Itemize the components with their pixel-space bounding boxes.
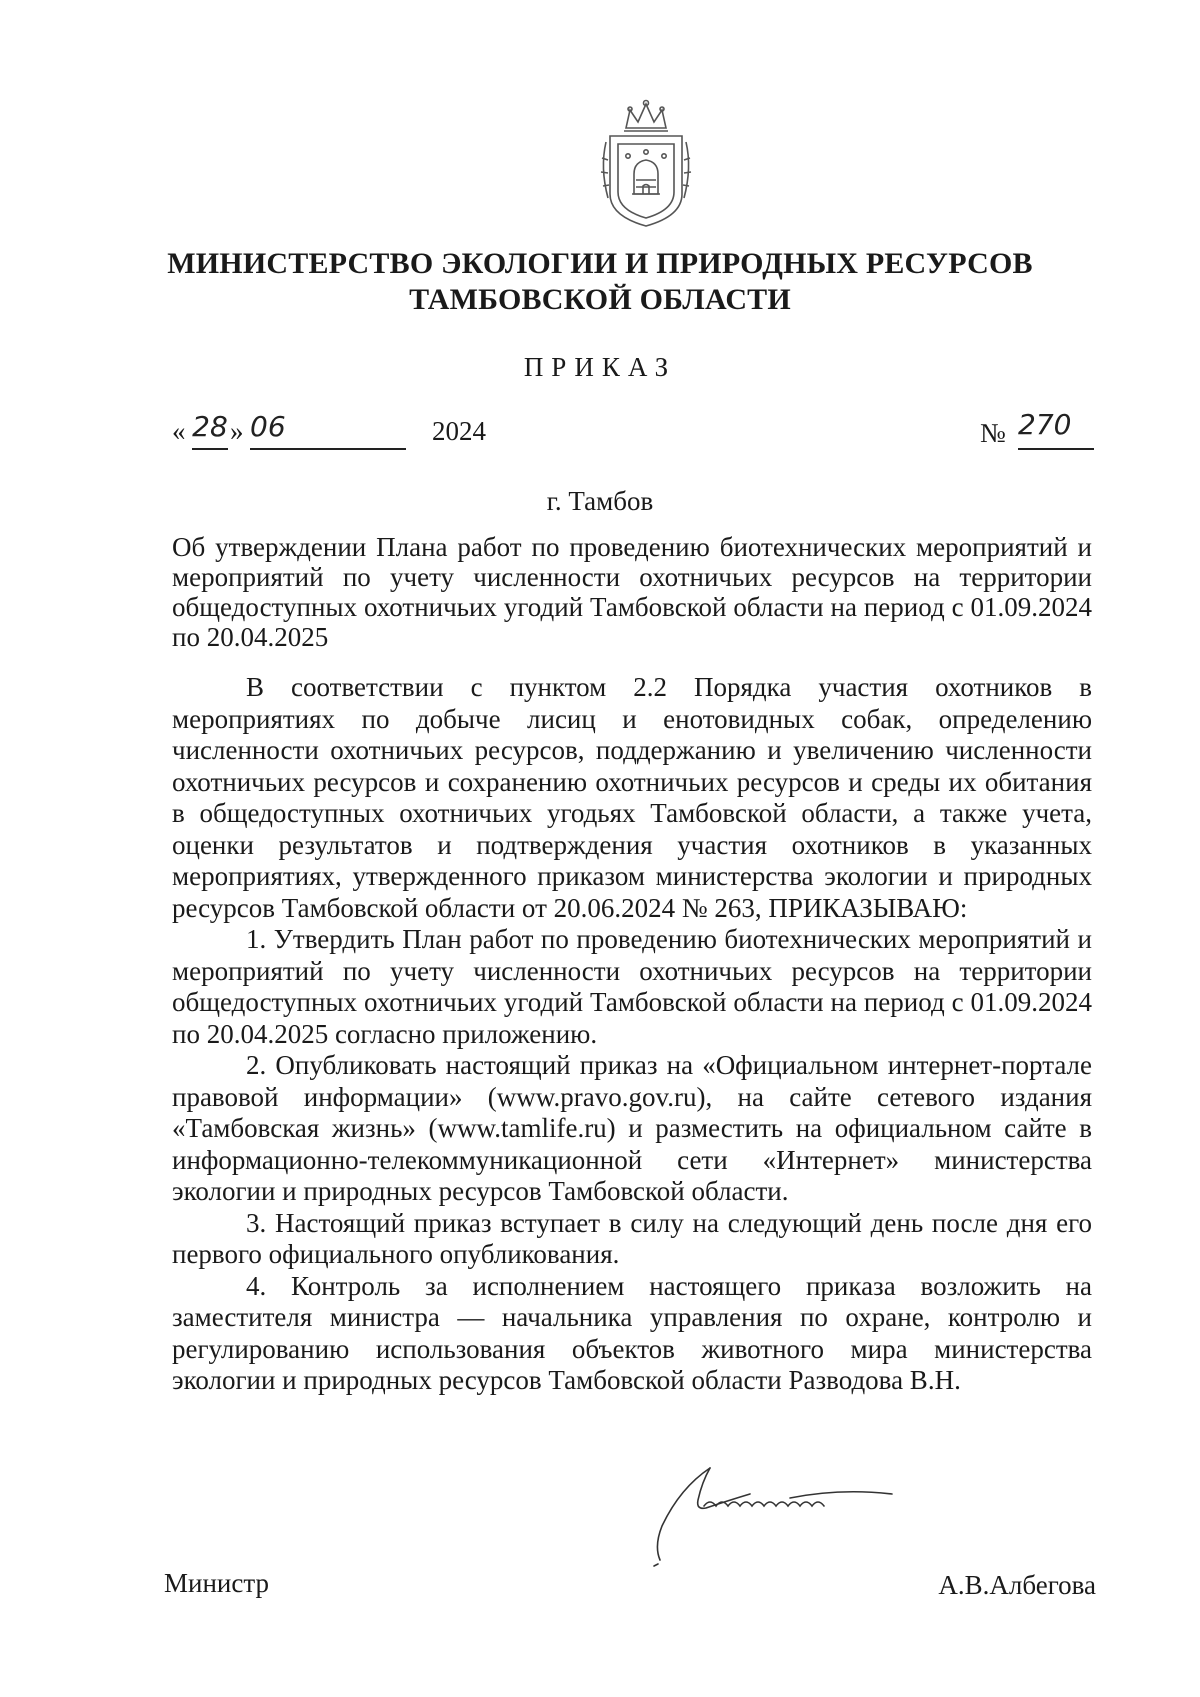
body-item-1: 1. Утвердить План работ по проведению биотехнических мероприятий и мероприятий по учету численности охотничьих ресурсов на территории общедоступных охотничьих угодий Тамбовской области на период с 01.09.2024 по 20.04.2025 согласно приложению.: [172, 924, 1092, 1049]
date-number-row: [172, 408, 1092, 460]
signatory-role: Министр: [164, 1568, 269, 1598]
coat-of-arms-emblem: [596, 98, 696, 230]
date-open-quote: «: [172, 416, 186, 446]
month-underline: [250, 448, 406, 450]
city-line: г. Тамбов: [546, 486, 654, 516]
order-body: [172, 672, 1092, 1397]
date-month-handwritten: 06: [250, 410, 286, 443]
date-close-quote: »: [230, 416, 244, 446]
number-underline: [1018, 448, 1094, 450]
body-item-4: 4. Контроль за исполнением настоящего приказа возложить на заместителя министра — начальника управления по охране, контролю и регулированию использования объектов животного мира министерства экологии и природных ресурсов Тамбовской области Разводова В.Н.: [172, 1270, 1092, 1395]
body-item-2: 2. Опубликовать настоящий приказ на «Официальном интернет-портале правовой информации» (www.pravo.gov.ru), на сайте сетевого издания «Тамбовская жизнь» (www.tamlife.ru) и разместить на официальном сайте в информационно-телекоммуникационной сети «Интернет» министерства экологии и природных ресурсов Тамбовской области.: [172, 1050, 1092, 1206]
day-underline: [192, 448, 228, 450]
ministry-title-line2: ТАМБОВСКОЙ ОБЛАСТИ: [409, 283, 791, 316]
document-type-title: ПРИКАЗ: [523, 352, 677, 382]
body-preamble: В соответствии с пунктом 2.2 Порядка участия охотников в мероприятиях по добыче лисиц и енотовидных собак, определению численности охотничьих ресурсов, поддержанию и увеличению численности охотничьих ресурсов и сохранению охотничьих ресурсов и среды их обитания в общедоступных охотничьих угодьях Тамбовской области, а также учета, оценки результатов и подтверждения участия охотников в указанных мероприятиях, утвержденного приказом министерства экологии и природных ресурсов Тамбовской области от 20.06.2024 № 263, ПРИКАЗЫВАЮ:: [172, 672, 1092, 923]
order-subject: Об утверждении Плана работ по проведению биотехнических мероприятий и мероприятий по учету численности охотничьих ресурсов на территории общедоступных охотничьих угодий Тамбовской области на период с 01.09.2024 по 20.04.2025: [172, 532, 1092, 652]
ministry-title: [160, 246, 1040, 318]
handwritten-signature: [640, 1448, 900, 1578]
date-day-handwritten: 28: [192, 410, 228, 443]
number-sign: №: [980, 418, 1006, 448]
signatory-name: А.В.Албегова: [938, 1570, 1096, 1600]
order-number-handwritten: 270: [1018, 408, 1072, 441]
body-item-3: 3. Настоящий приказ вступает в силу на следующий день после дня его первого официального опубликования.: [172, 1207, 1092, 1269]
date-year: 2024: [432, 416, 486, 446]
ministry-title-line1: МИНИСТЕРСТВО ЭКОЛОГИИ И ПРИРОДНЫХ РЕСУРСОВ: [167, 247, 1033, 280]
